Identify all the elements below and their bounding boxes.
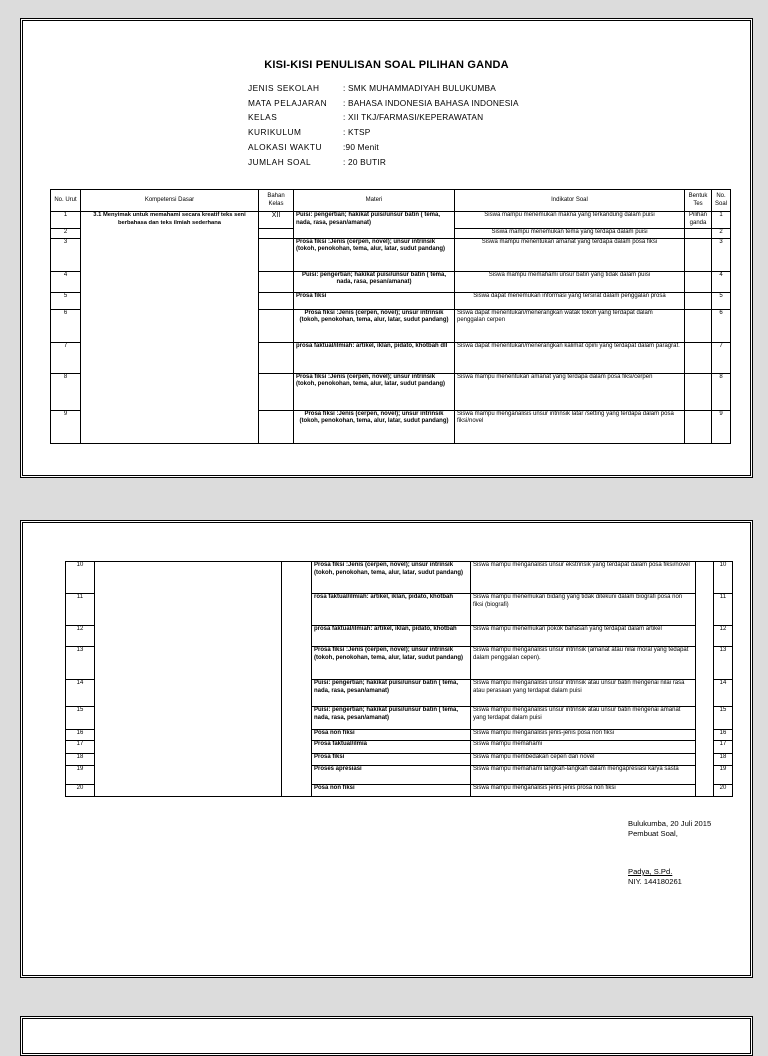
cell-no: 6 <box>51 309 81 342</box>
cell-indikator: Siswa mampu menganalisis unsur intrinsik atau unsur batin mengenai nilai rasa atau perasaan yang terdapat dalam puisi <box>471 680 696 707</box>
document-page-3 <box>20 1016 753 1056</box>
meta-value: : SMK MUHAMMADIYAH BULUKUMBA <box>343 83 496 93</box>
cell-bentuk <box>685 410 712 443</box>
cell-indikator: Siswa mampu menganalisis unsur ekstrinsik yang terdapat dalam posa fiksi/novel <box>471 562 696 594</box>
cell-no-soal: 3 <box>712 238 731 271</box>
table-header-row <box>51 190 731 212</box>
cell-no: 17 <box>66 741 95 754</box>
cell-no: 7 <box>51 342 81 373</box>
cell-kompetensi-dasar: 3.1 Menyimak untuk memahami secara kreatif teks seni berbahasa dan teks ilmiah sederhana <box>81 212 259 444</box>
cell-materi: Prosa fiksi :Jenis (cerpen, novel); unsur intrinsik (tokoh, penokohan, tema, alur, latar, sudut pandang) <box>294 373 455 410</box>
cell-no-soal: 4 <box>712 271 731 292</box>
header-no-urut: No. Urut <box>51 190 81 212</box>
cell-materi: Prosa fiksi :Jenis (cerpen, novel); unsur intrinsik (tokoh, penokohan, tema, alur, latar, sudut pandang) <box>294 410 455 443</box>
meta-key: ALOKASI WAKTU <box>248 141 322 152</box>
cell-no-soal: 19 <box>714 766 733 785</box>
meta-jenis-sekolah <box>248 81 519 96</box>
cell-materi: prosa faktual/ilmiah: artikel, iklan, pidato, khotbah dll <box>294 342 455 373</box>
cell-no-soal: 11 <box>714 594 733 626</box>
cell-no: 5 <box>51 292 81 309</box>
cell-indikator: Siswa mampu menentukan amanat yang terdapa dalam posa fiksi <box>455 238 685 271</box>
cell-no: 19 <box>66 766 95 785</box>
meta-mata-pelajaran <box>248 96 519 111</box>
cell-indikator: Siswa mampu menganalisis unsur intrinsik latar /setting yang terdapa dalam posa fiksi/novel <box>455 410 685 443</box>
cell-materi: Puisi: pengertian; hakikat puisi/unsur batin ( tema, nada, rasa, pesan/amanat) <box>312 707 471 730</box>
header-indikator-soal: Indikator Soal <box>455 190 685 212</box>
cell-no: 16 <box>66 730 95 741</box>
cell-no: 11 <box>66 594 95 626</box>
cell-bentuk <box>685 228 712 238</box>
cell-no: 15 <box>66 707 95 730</box>
meta-value: : KTSP <box>343 127 371 138</box>
cell-indikator: Siswa mampu menganalisis jenis jenis prosa non fiksi <box>471 785 696 797</box>
header-bentuk-tes: Bentuk Tes <box>685 190 712 212</box>
cell-no-soal: 1 <box>712 212 731 229</box>
meta-value: : BAHASA INDONESIA BAHASA INDONESIA <box>343 97 519 108</box>
cell-bentuk: Pilihan ganda <box>685 212 712 229</box>
table-row <box>51 212 731 229</box>
cell-no-soal: 9 <box>712 410 731 443</box>
cell-no-soal: 12 <box>714 626 733 647</box>
kisi-table-page-2 <box>65 561 733 797</box>
cell-no-soal: 16 <box>714 730 733 741</box>
cell-indikator: Siswa mampu memahami <box>471 741 696 754</box>
meta-key: MATA PELAJARAN <box>248 97 328 108</box>
cell-kompetensi-dasar <box>95 562 282 797</box>
signature-name: Padya, S.Pd. <box>628 867 673 876</box>
cell-no: 20 <box>66 785 95 797</box>
cell-bentuk <box>696 562 714 797</box>
meta-jumlah-soal <box>248 155 519 170</box>
cell-kelas <box>282 562 312 797</box>
cell-no-soal: 6 <box>712 309 731 342</box>
cell-bentuk <box>685 373 712 410</box>
cell-no: 1 <box>51 212 81 229</box>
cell-indikator: Siswa mampu membedakan cepen dan novel <box>471 754 696 766</box>
cell-indikator: Siswa mampu menganalisis jenis-jenis posa non fiksi <box>471 730 696 741</box>
cell-kelas <box>259 228 294 238</box>
cell-indikator: Siswa dapat menentukan/menerangkan kalimat opini yang terdapat dalam paragraf. <box>455 342 685 373</box>
cell-materi: prosa faktual/ilmiah: artikel, iklan, pidato, khotbah <box>312 626 471 647</box>
meta-key: JUMLAH SOAL <box>248 156 312 167</box>
cell-kelas <box>259 373 294 410</box>
cell-no-soal: 5 <box>712 292 731 309</box>
cell-no-soal: 2 <box>712 228 731 238</box>
cell-materi: Puisi: pengertian; hakikat puisi/unsur batin ( tema, nada, rasa, pesan/amanat) <box>312 680 471 707</box>
cell-no: 13 <box>66 647 95 680</box>
document-meta <box>248 81 519 169</box>
cell-no: 14 <box>66 680 95 707</box>
header-kompetensi-dasar: Kompetensi Dasar <box>81 190 259 212</box>
cell-no-soal: 13 <box>714 647 733 680</box>
cell-no-soal: 18 <box>714 754 733 766</box>
signature-role: Pembuat Soal, <box>628 828 678 838</box>
header-materi: Materi <box>294 190 455 212</box>
cell-kelas <box>259 238 294 271</box>
document-page-2 <box>20 520 753 978</box>
cell-materi: Prosa faktual/ilmia <box>312 741 471 754</box>
cell-no: 2 <box>51 228 81 238</box>
cell-kelas <box>259 410 294 443</box>
cell-bentuk <box>685 309 712 342</box>
signature-header <box>628 819 711 838</box>
cell-indikator: Siswa mampu menganalisis unsur intrinsik atau unsur batin mengenai amanat yang terdapat dalam puisi <box>471 707 696 730</box>
cell-kelas <box>259 342 294 373</box>
cell-kelas <box>259 309 294 342</box>
cell-no: 4 <box>51 271 81 292</box>
cell-indikator: Siswa mampu menentukan amanat yang terdapa dalam posa fiksi/cerpen <box>455 373 685 410</box>
cell-no-soal: 7 <box>712 342 731 373</box>
cell-no-soal: 14 <box>714 680 733 707</box>
cell-bentuk <box>685 238 712 271</box>
cell-materi: Prosa fiksi :Jenis (cerpen, novel); unsur intrinsik (tokoh, penokohan, tema, alur, latar, sudut pandang) <box>312 562 471 594</box>
meta-alokasi-waktu <box>248 140 519 155</box>
cell-no-soal: 10 <box>714 562 733 594</box>
meta-kurikulum <box>248 125 519 140</box>
cell-indikator: Siswa mampu menganalisis unsur intrinsik (amanat atau nilai moral yang tedapat dalam penggalan cepen). <box>471 647 696 680</box>
cell-materi: Proses apresiasi <box>312 766 471 785</box>
cell-no: 12 <box>66 626 95 647</box>
cell-materi: Prosa fiksi :Jenis (cerpen, novel); unsur intrinsik (tokoh, penokohan, tema, alur, latar, sudut pandang) <box>294 309 455 342</box>
cell-indikator: Siswa mampu memahami langkah-langkah dalam mengapresiasi karya sasta <box>471 766 696 785</box>
cell-materi: Posa non fiksi <box>312 730 471 741</box>
cell-materi: Puisi: pengertian; hakikat puisi/unsur batin ( tema, nada, rasa, pesan/amanat) <box>294 212 455 239</box>
meta-key: KELAS <box>248 112 278 123</box>
meta-key: JENIS SEKOLAH <box>248 83 320 93</box>
cell-no-soal: 20 <box>714 785 733 797</box>
cell-no: 8 <box>51 373 81 410</box>
meta-value: : XII TKJ/FARMASI/KEPERAWATAN <box>343 112 484 123</box>
page-title: KISI-KISI PENULISAN SOAL PILIHAN GANDA <box>264 59 509 71</box>
cell-kelas <box>259 271 294 292</box>
cell-indikator: Siswa dapat menentukan/menerangkan watak tokoh yang terdapat dalam penggalan cerpen <box>455 309 685 342</box>
kisi-table-page-1 <box>50 189 731 444</box>
cell-no: 3 <box>51 238 81 271</box>
meta-key: KURIKULUM <box>248 127 302 138</box>
cell-no-soal: 17 <box>714 741 733 754</box>
meta-kelas <box>248 110 519 125</box>
cell-bentuk <box>685 292 712 309</box>
cell-bentuk <box>685 342 712 373</box>
signature-block <box>628 867 682 886</box>
cell-indikator: Siswa mampu menemukan pokok bahasan yang terdapat dalam artikel <box>471 626 696 647</box>
cell-bentuk <box>685 271 712 292</box>
cell-indikator: Siswa dapat menemukan informasi yang tersirat dalam penggalan prosa <box>455 292 685 309</box>
cell-no: 10 <box>66 562 95 594</box>
cell-materi: rosa faktual/ilmiah: artikel, iklan, pidato, khotbah <box>312 594 471 626</box>
cell-materi: Prosa fiksi <box>312 754 471 766</box>
cell-materi: Posa non fiksi <box>312 785 471 797</box>
cell-no-soal: 15 <box>714 707 733 730</box>
cell-no: 18 <box>66 754 95 766</box>
cell-no-soal: 8 <box>712 373 731 410</box>
cell-materi: Prosa fiksi :Jenis (cerpen, novel); unsur intrinsik (tokoh, penokohan, tema, alur, latar, sudut pandang) <box>312 647 471 680</box>
cell-materi: Puisi: pengertian; hakikat puisi/unsur batin ( tema, nada, rasa, pesan/amanat) <box>294 271 455 292</box>
cell-kelas <box>259 292 294 309</box>
meta-value: : 20 BUTIR <box>343 156 387 167</box>
cell-indikator: Siswa mampu memahami unsur batin yang tidak dalam puisi <box>455 271 685 292</box>
cell-kelas: XII <box>259 212 294 229</box>
table-row <box>66 562 733 594</box>
header-bahan-kelas: Bahan Kelas <box>259 190 294 212</box>
cell-materi: Prosa fiksi :Jenis (cerpen, novel); unsur intrinsik (tokoh, penokohan, tema, alur, latar, sudut pandang) <box>294 238 455 271</box>
cell-indikator: Siswa mampu menemukan tema yang terdapa dalam puisi <box>455 228 685 238</box>
document-page-1 <box>20 18 753 478</box>
meta-value: :90 Menit <box>343 141 379 152</box>
header-no-soal: No. Soal <box>712 190 731 212</box>
signature-place-date: Bulukumba, 20 Juli 2015 <box>628 819 712 828</box>
signature-nip: NIY. 144180261 <box>628 876 682 886</box>
cell-no: 9 <box>51 410 81 443</box>
cell-indikator: Siswa mampu menemukan makna yang terkandung dalam puisi <box>455 212 685 229</box>
cell-indikator: Siswa mampu menemukan bidang yang tidak ditekuni dalam biografi posa non fiksi (biografi) <box>471 594 696 626</box>
cell-materi: Prosa fiksi <box>294 292 455 309</box>
